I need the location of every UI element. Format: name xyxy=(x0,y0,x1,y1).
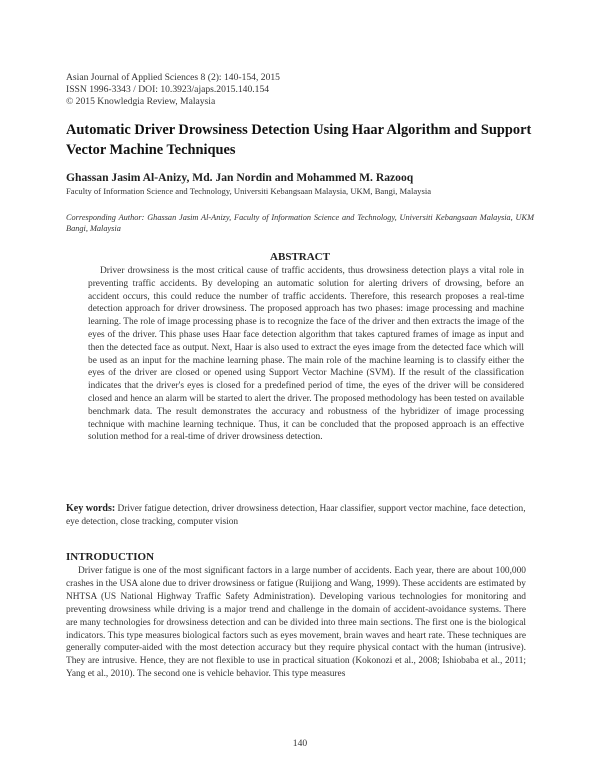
paper-title: Automatic Driver Drowsiness Detection Using Haar Algorithm and Support Vector Machine Techniques xyxy=(66,122,532,158)
keywords-label: Key words: xyxy=(66,503,116,514)
abstract-heading: ABSTRACT xyxy=(270,251,330,263)
page-number: 140 xyxy=(292,738,308,749)
keywords xyxy=(66,503,528,529)
keywords-text: Driver fatigue detection, driver drowsiness detection, Haar classifier, support vector machine, face detection, eye detection, close tracking, computer vision xyxy=(66,504,526,527)
journal-citation: Asian Journal of Applied Sciences 8 (2): 140-154, 2015 xyxy=(66,72,280,83)
introduction-heading: INTRODUCTION xyxy=(66,551,155,563)
paper-authors: Ghassan Jasim Al-Anizy, Md. Jan Nordin and Mohammed M. Razooq xyxy=(66,171,414,184)
journal-copyright: © 2015 Knowledgia Review, Malaysia xyxy=(66,96,216,107)
introduction-text: Driver fatigue is one of the most significant factors in a large number of accidents. Each year, there are about 100,000 crashes in the USA alone due to driver drowsiness or fatigue (Ruijiong and Wang, 1999). These accidents are estimated by NHTSA (US National Highway Traffic Safety Administration). Developing various technologies for monitoring and preventing drowsiness while driving is a major trend and challenge in the domain of accident-avoidance systems. There are many technologies for drowsiness detection and can be divided into three main sections. The first one is the biological indicators. This type measures biological factors such as eyes movement, brain waves and heart rate. These techniques are generally computer-aided with the most detection accuracy but they require physical contact with the human (intrusive). They are intrusive. Hence, they are not flexible to use in practical situation (Kokonozi et al., 2008; Ishiobaba et al., 2011; Yang et al., 2010). The second one is vehicle behavior. This type measures xyxy=(66,566,526,680)
author-affiliation: Faculty of Information Science and Technology, Universiti Kebangsaan Malaysia, UKM, Bangi, Malaysia xyxy=(66,186,432,196)
abstract-text: Driver drowsiness is the most critical cause of traffic accidents, thus drowsiness detection plays a vital role in preventing traffic accidents. By developing an automatic solution for alerting drivers of drowsing, before an accident occurs, this could reduce the number of traffic accidents. Therefore, this research proposes a real-time detection approach for driver drowsiness. The proposed approach has two phases: image processing and machine learning. The role of image processing phase is to recognize the face of the driver and then extracts the image of the eyes of the driver. This phase uses Haar face detection algorithm that takes captured frames of image as input and then the detected face as output. Next, Haar is also used to extract the eyes image from the detected face which will be used as an input for the machine learning phase. The main role of the machine learning is to classify either the eyes of the driver are closed or opened using Support Vector Machine (SVM). If the result of the classification indicates that the driver's eyes is closed for a predefined period of time, the eyes of the driver will be considered closed and hence an alarm will be started to alert the driver. The proposed methodology has been tested on available benchmark data. The result demonstrates the accuracy and robustness of the hybridizer of image processing technique with machine learning technique. Thus, it can be concluded that the proposed approach is an effective solution method for a real-time of driver drowsiness detection. xyxy=(88,266,524,443)
journal-issn-doi: ISSN 1996-3343 / DOI: 10.3923/ajaps.2015.140.154 xyxy=(66,84,270,95)
corresponding-author: Corresponding Author: Ghassan Jasim Al-Anizy, Faculty of Information Science and Technology, Universiti Kebangsaan Malaysia, UKM Bangi, Malaysia xyxy=(66,213,534,233)
